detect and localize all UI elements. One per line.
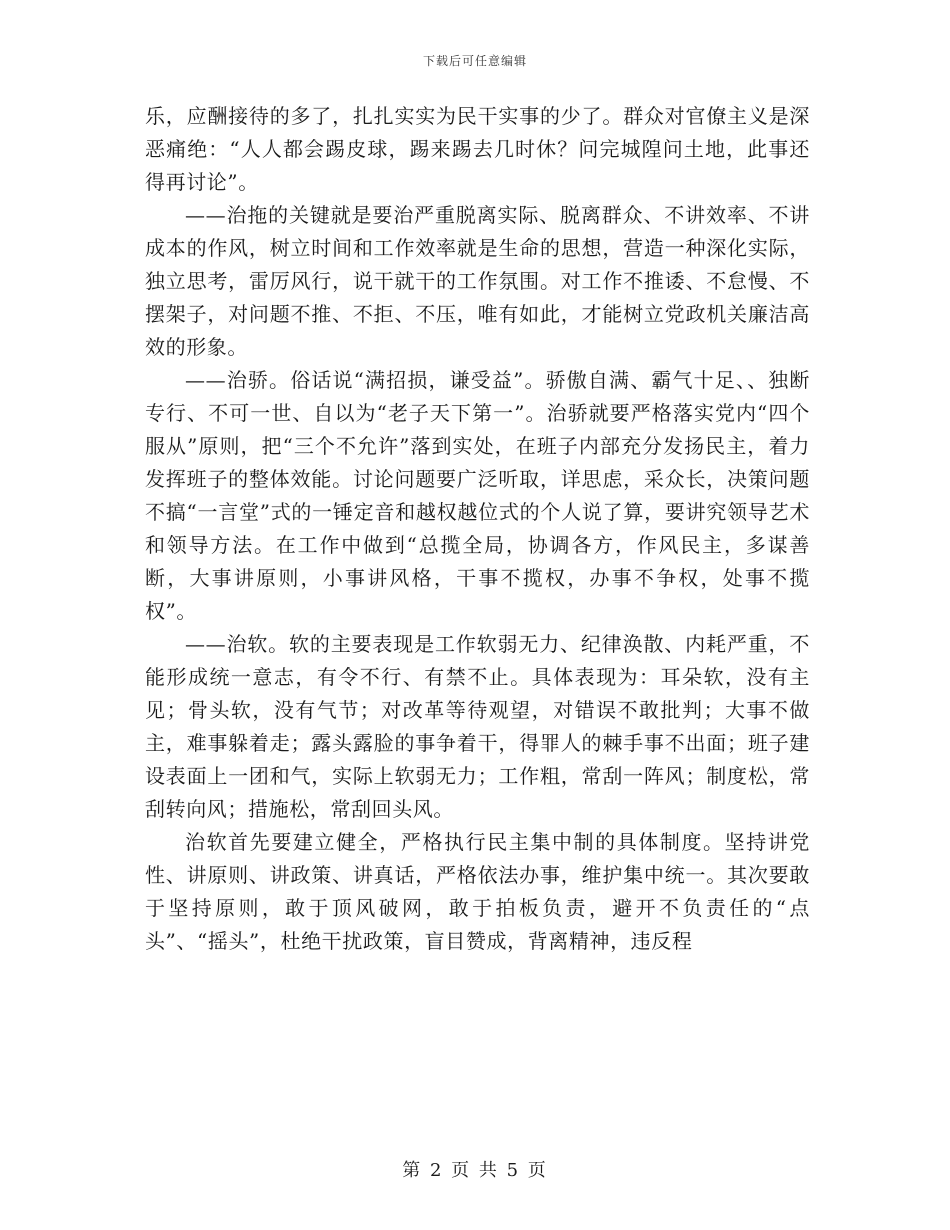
page-footer: 第 2 页 共 5 页 [402, 1160, 548, 1181]
document-body [145, 100, 810, 958]
paragraph-2: ——治拖的关键就是要治严重脱离实际、脱离群众、不讲效率、不讲成本的作风，树立时间和工作效率就是生命的思想，营造一种深化实际，独立思考，雷厉风行，说干就干的工作氛围。对工作不推诿、不怠慢、不摆架子，对问题不推、不拒、不压，唯有如此，才能树立党政机关廉洁高效的形象。 [145, 203, 810, 359]
paragraph-4: ——治软。软的主要表现是工作软弱无力、纪律涣散、内耗严重，不能形成统一意志，有令不行、有禁不止。具体表现为：耳朵软，没有主见；骨头软，没有气节；对改革等待观望，对错误不敢批判；大事不做主，难事躲着走；露头露脸的事争着干，得罪人的棘手事不出面；班子建设表面上一团和气，实际上软弱无力；工作粗，常刮一阵风；制度松，常刮转向风；措施松，常刮回头风。 [145, 632, 810, 821]
paragraph-1: 乐，应酬接待的多了，扎扎实实为民干实事的少了。群众对官僚主义是深恶痛绝：“人人都会踢皮球，踢来踢去几时休？问完城隍问土地，此事还得再讨论”。 [145, 104, 810, 194]
page-header: 下载后可任意编辑 [422, 54, 527, 68]
paragraph-5: 治软首先要建立健全，严格执行民主集中制的具体制度。坚持讲党性、讲原则、讲政策、讲真话，严格依法办事，维护集中统一。其次要敢于坚持原则，敢于顶风破网，敢于拍板负责，避开不负责任的“点头”、“摇头”，杜绝干扰政策，盲目赞成，背离精神，违反程 [145, 830, 810, 953]
paragraph-3: ——治骄。俗话说“满招损，谦受益”。骄傲自满、霸气十足、、独断专行、不可一世、自以为“老子天下第一”。治骄就要严格落实党内“四个服从”原则，把“三个不允许”落到实处，在班子内部充分发扬民主，着力发挥班子的整体效能。讨论问题要广泛听取，详思虑，采众长，决策问题不搞“一言堂”式的一锤定音和越权越位式的个人说了算，要讲究领导艺术和领导方法。在工作中做到“总揽全局，协调各方，作风民主，多谋善断，大事讲原则，小事讲风格，干事不揽权，办事不争权，处事不揽权”。 [145, 368, 810, 623]
